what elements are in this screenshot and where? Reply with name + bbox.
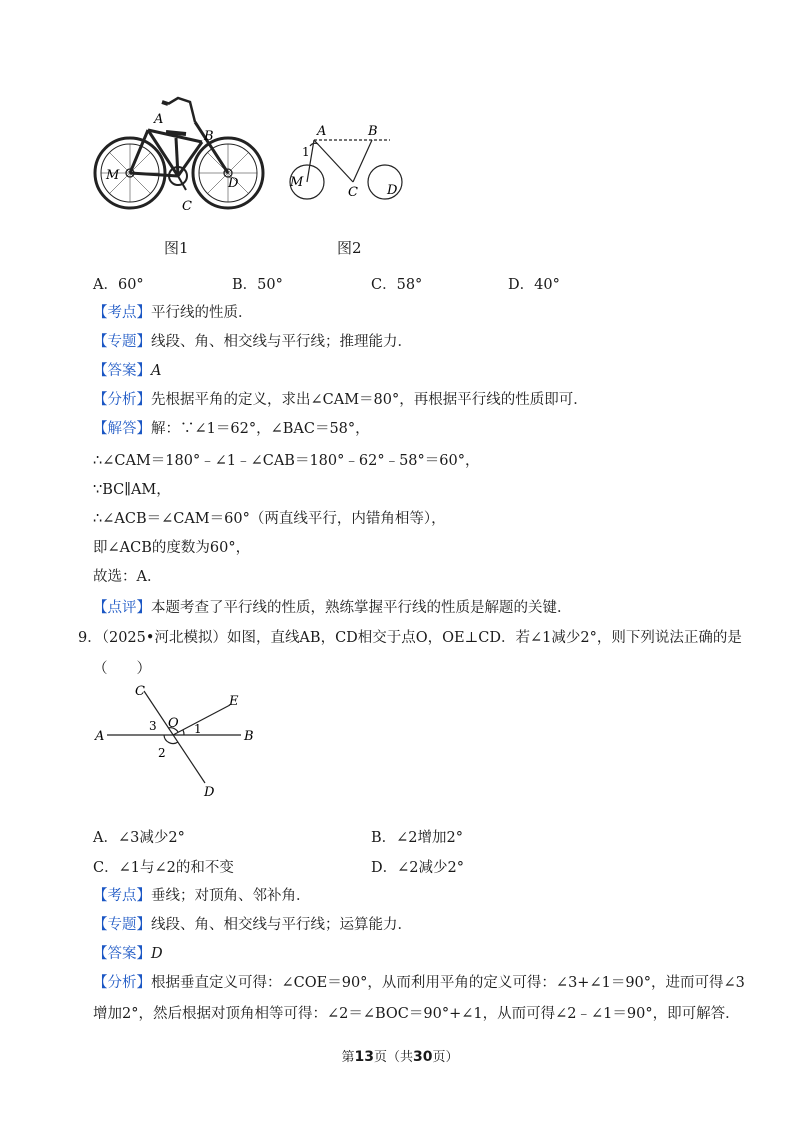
q8-step-5: 故选：A． bbox=[93, 569, 162, 585]
footer-mid: 页（共 bbox=[373, 1050, 413, 1065]
bike-label-D: D bbox=[228, 176, 239, 191]
angle-label-E: E bbox=[229, 694, 239, 709]
q9-paren: （ ） bbox=[93, 661, 151, 677]
bicycle-figure bbox=[90, 90, 270, 220]
q8-option-a: A．60° bbox=[93, 277, 144, 293]
q9-stem-text: （2025•河北模拟）如图，直线AB，CD相交于点O，OE⊥CD．若∠1减少2°，则下列说法正确的是 bbox=[101, 630, 742, 646]
q8-jieda-tag: 【解答】 bbox=[93, 421, 151, 437]
q9-stem bbox=[78, 628, 742, 648]
q8-zhuanti bbox=[93, 332, 412, 352]
q8-daan bbox=[93, 361, 161, 381]
q8-option-c: C．58° bbox=[371, 277, 423, 293]
bike-label-A: A bbox=[154, 112, 164, 127]
fig2-label-B: B bbox=[368, 124, 378, 139]
q9-kaodian-tag: 【考点】 bbox=[93, 888, 151, 904]
q9-daan-tag: 【答案】 bbox=[93, 946, 151, 962]
q8-zhuanti-tag: 【专题】 bbox=[93, 334, 151, 350]
q8-jieda bbox=[93, 419, 370, 439]
fig2-label-A: A bbox=[317, 124, 327, 139]
q8-step-4: 即∠ACB的度数为60°， bbox=[93, 540, 251, 556]
q8-zhuanti-text: 线段、角、相交线与平行线；推理能力． bbox=[151, 334, 412, 350]
fig2-label-C: C bbox=[348, 185, 358, 200]
figure-1-caption: 图1 bbox=[164, 239, 189, 257]
fig2-label-1: 1 bbox=[302, 145, 310, 159]
q9-option-b: B．∠2增加2° bbox=[371, 830, 464, 846]
q8-option-b: B．50° bbox=[232, 277, 283, 293]
q8-step-3: ∴∠ACB＝∠CAM＝60°（两直线平行，内错角相等）， bbox=[93, 511, 446, 527]
footer-post: 页） bbox=[432, 1050, 459, 1065]
q9-fenxi-text: 根据垂直定义可得：∠COE＝90°，从而利用平角的定义可得：∠3+∠1＝90°，进而可得∠3 bbox=[151, 975, 745, 991]
figure-2-caption: 图2 bbox=[337, 239, 362, 257]
bike-label-C: C bbox=[182, 199, 192, 214]
q8-step-1: ∴∠CAM＝180°﹣∠1﹣∠CAB＝180°﹣62°﹣58°＝60°， bbox=[93, 453, 480, 469]
q8-kaodian-text: 平行线的性质． bbox=[151, 305, 253, 321]
angle-label-1: 1 bbox=[194, 722, 202, 736]
q8-dianping bbox=[93, 598, 572, 618]
bike-schematic-figure bbox=[280, 118, 410, 208]
q9-kaodian bbox=[93, 886, 311, 906]
q9-number: 9． bbox=[78, 630, 102, 646]
angle-label-3: 3 bbox=[149, 719, 157, 733]
q9-zhuanti-text: 线段、角、相交线与平行线；运算能力． bbox=[151, 917, 412, 933]
angle-label-2: 2 bbox=[158, 746, 166, 760]
q8-step-2: ∵BC∥AM， bbox=[93, 482, 171, 498]
q8-daan-tag: 【答案】 bbox=[93, 363, 151, 379]
q8-dianping-text: 本题考查了平行线的性质，熟练掌握平行线的性质是解题的关键． bbox=[151, 600, 572, 616]
q9-fenxi-tag: 【分析】 bbox=[93, 975, 151, 991]
q8-fenxi bbox=[93, 390, 588, 410]
angle-label-D: D bbox=[204, 785, 215, 800]
q8-kaodian bbox=[93, 303, 253, 323]
q9-daan-text: D bbox=[151, 946, 163, 962]
q9-option-c: C．∠1与∠2的和不变 bbox=[93, 860, 234, 876]
q8-kaodian-tag: 【考点】 bbox=[93, 305, 151, 321]
q8-daan-text: A bbox=[151, 363, 162, 379]
q9-kaodian-text: 垂线；对顶角、邻补角． bbox=[151, 888, 311, 904]
bike-label-M: M bbox=[106, 168, 120, 183]
q8-fenxi-text: 先根据平角的定义，求出∠CAM＝80°，再根据平行线的性质即可． bbox=[151, 392, 588, 408]
q9-option-a: A．∠3减少2° bbox=[93, 830, 185, 846]
q9-zhuanti-tag: 【专题】 bbox=[93, 917, 151, 933]
q9-zhuanti bbox=[93, 915, 412, 935]
q9-fenxi-continued: 增加2°，然后根据对顶角相等可得：∠2＝∠BOC＝90°+∠1，从而可得∠2﹣∠1＝90°，即可解答． bbox=[93, 1006, 740, 1022]
q9-option-d: D．∠2减少2° bbox=[371, 860, 464, 876]
q8-dianping-tag: 【点评】 bbox=[93, 600, 151, 616]
q8-fenxi-tag: 【分析】 bbox=[93, 392, 151, 408]
q8-option-d: D．40° bbox=[508, 277, 560, 293]
intersecting-lines-figure bbox=[90, 680, 270, 805]
angle-label-A: A bbox=[95, 729, 105, 744]
angle-label-C: C bbox=[135, 684, 145, 699]
q9-daan bbox=[93, 944, 163, 964]
footer-page-number: 13 bbox=[354, 1049, 374, 1065]
q9-fenxi bbox=[93, 973, 745, 993]
fig2-label-D: D bbox=[387, 183, 398, 198]
footer-pre: 第 bbox=[341, 1050, 355, 1065]
q8-jieda-text: 解：∵∠1＝62°，∠BAC＝58°， bbox=[151, 421, 370, 437]
page-footer bbox=[0, 1046, 800, 1065]
footer-total-pages: 30 bbox=[413, 1049, 433, 1065]
bike-label-B: B bbox=[204, 129, 214, 144]
angle-label-O: O bbox=[168, 716, 179, 731]
angle-label-B: B bbox=[244, 729, 254, 744]
fig2-label-M: M bbox=[290, 175, 304, 190]
